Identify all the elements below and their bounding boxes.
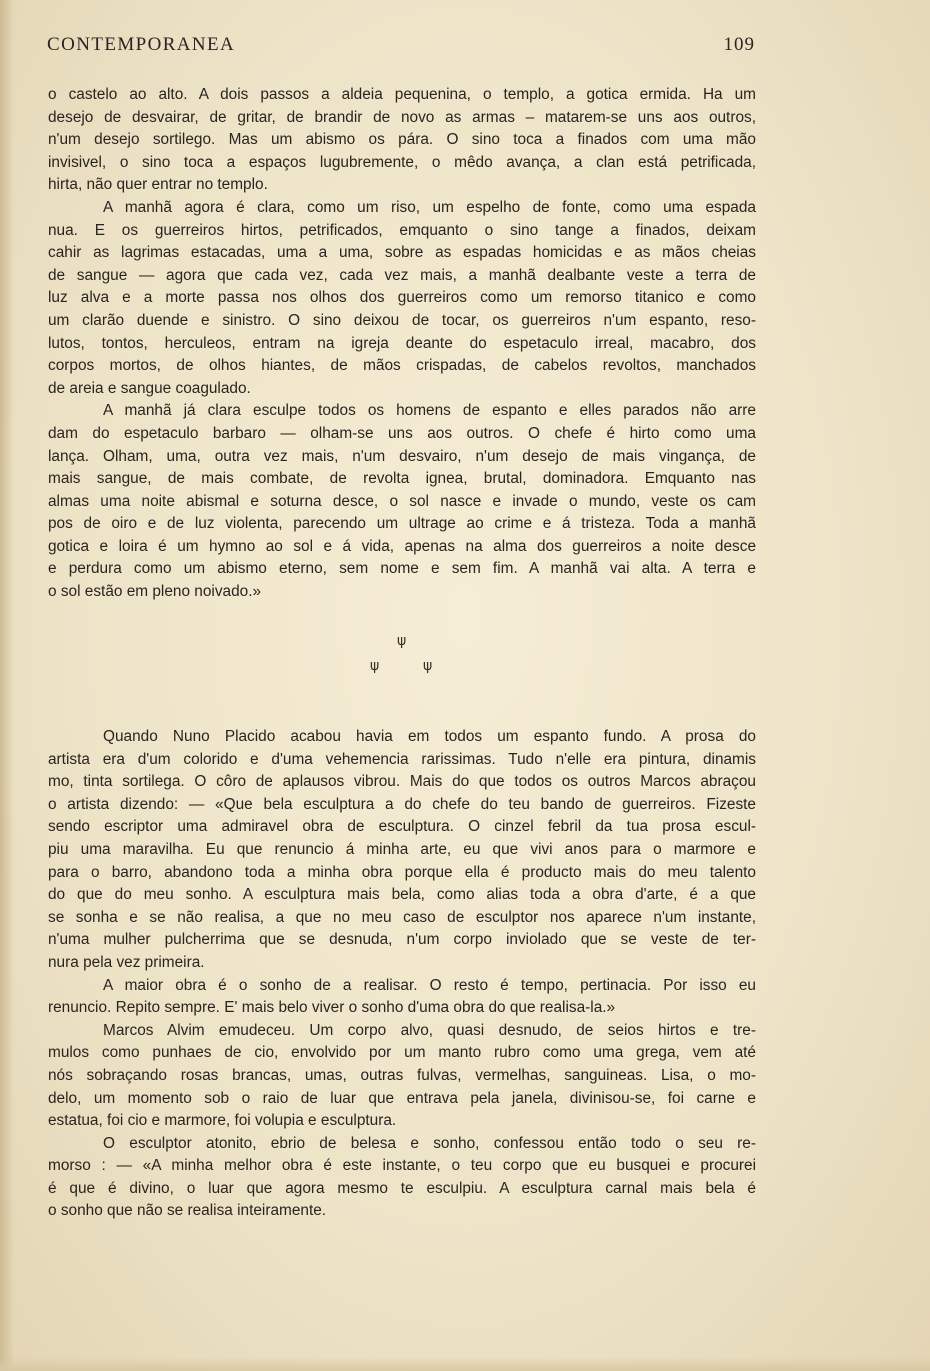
text-section-bottom — [48, 726, 756, 1223]
text-line: invisivel, o sino toca a espaços lugubremente, o mêdo avança, a clan está petrificada, — [48, 153, 756, 171]
text-line: renuncio. Repito sempre. E' mais belo viver o sonho d'uma obra do que realisa-la.» — [48, 999, 616, 1017]
text-line: gotica e loira é um hymno ao sol e á vida, apenas na alma dos guerreiros a noite desce — [48, 537, 756, 555]
page-bottom-edge-shadow — [0, 1357, 930, 1371]
text-line: nua. E os guerreiros hirtos, petrificados, emquanto o sino tange a finados, deixam — [48, 221, 756, 239]
text-line: morso : — «A minha melhor obra é este instante, o teu corpo que eu busquei e procurei — [48, 1157, 756, 1175]
ornament-left-mark: ψ — [370, 658, 380, 674]
text-line: desejo de desvairar, de gritar, de brandir de novo as armas – matarem-se uns aos outros, — [48, 108, 756, 126]
text-line: n'uma mulher pulcherrima que se desnuda, n'um corpo inviolado que se veste de ter- — [48, 931, 756, 949]
text-line: A manhã já clara esculpe todos os homens de espanto e elles parados não arre — [103, 402, 756, 420]
text-line: delo, um momento sob o raio de luar que entrava pela janela, divinisou-se, foi carne e — [48, 1089, 756, 1107]
text-line: O esculptor atonito, ebrio de belesa e sonho, confessou então todo o seu re- — [103, 1134, 756, 1152]
text-line: nura pela vez primeira. — [48, 953, 205, 971]
text-section-top — [48, 84, 756, 604]
text-line: corpos mortos, de olhos hiantes, de mãos crispadas, de cabelos revoltos, manchados — [48, 357, 756, 375]
text-line: pos de oiro e de luz violenta, parecendo um ultrage ao crime e á tristeza. Toda a manhã — [48, 515, 756, 533]
text-line: piu uma maravilha. Eu que renuncio á minha arte, eu que vivi anos para o marmore e — [48, 840, 756, 858]
text-line: é que é divino, o luar que agora mesmo te esculpiu. A esculptura carnal mais bela é — [48, 1179, 756, 1197]
text-line: mais sangue, de mais combate, de revolta ignea, brutal, dominadora. Emquanto nas — [48, 470, 756, 488]
text-line: o sol estão em pleno noivado.» — [48, 583, 262, 601]
text-line: Quando Nuno Placido acabou havia em todos um espanto fundo. A prosa do — [103, 728, 756, 745]
page-number: 109 — [723, 34, 755, 55]
text-line: A maior obra é o sonho de a realisar. O resto é tempo, pertinacia. Por isso eu — [103, 976, 756, 994]
text-line: mo, tinta sortilega. O côro de aplausos vibrou. Mais do que todos os outros Marcos abraçou — [48, 773, 756, 791]
text-line: de areia e sangue coagulado. — [48, 379, 251, 397]
text-line: o castelo ao alto. A dois passos a aldeia pequenina, o templo, a gotica ermida. Ha um — [48, 86, 756, 103]
text-line: lança. Olham, uma, outra vez mais, n'um desvairo, n'um desejo de mais vingança, de — [48, 447, 756, 465]
text-line: para o barro, abandono toda a minha obra porque ella é producto mais do meu talento — [48, 863, 756, 881]
text-line: um clarão duende e sinistro. O sino deixou de tocar, os guerreiros n'um espanto, reso- — [48, 311, 756, 329]
text-line: o sonho que não se realisa inteiramente. — [48, 1202, 327, 1220]
text-line: estatua, foi cio e marmore, foi volupia e esculptura. — [48, 1112, 397, 1130]
text-line: mulos como punhaes de cio, envolvido por um manto rubro como uma grega, vem até — [48, 1044, 756, 1062]
text-line: do que do meu sonho. A esculptura mais bela, como alias toda a obra d'arte, é a que — [48, 886, 756, 904]
ornament-right-mark: ψ — [423, 658, 433, 674]
text-line: se sonha e se não realisa, a que no meu caso de esculptor nos aparece n'um instante, — [48, 908, 756, 926]
text-line: A manhã agora é clara, como um riso, um espelho de fonte, como uma espada — [103, 198, 756, 216]
text-line: dam do espetaculo barbaro — olham-se uns aos outros. O chefe é hirto como uma — [48, 424, 756, 442]
text-line: almas uma noite abismal e soturna desce, o sol nasce e invade o mundo, veste os cam — [48, 492, 756, 510]
page-header — [47, 34, 755, 60]
text-line: nós sobraçando rosas brancas, umas, outras fulvas, vermelhas, sanguineas. Lisa, o mo- — [48, 1066, 756, 1084]
text-line: cahir as lagrimas estacadas, uma a uma, sobre as espadas homicidas e as mãos cheias — [48, 244, 756, 262]
text-line: o artista dizendo: — «Que bela esculptura a do chefe do teu bando de guerreiros. Fizeste — [48, 795, 756, 813]
text-line: lutos, tontos, herculeos, entram na igreja deante do espetaculo irreal, macabro, dos — [48, 334, 756, 352]
text-line: Marcos Alvim emudeceu. Um corpo alvo, quasi desnudo, de seios hirtos e tre- — [103, 1021, 756, 1039]
text-line: hirta, não quer entrar no templo. — [48, 176, 268, 194]
page-left-edge-shadow — [0, 0, 14, 1371]
ornament-top-mark: ψ — [397, 633, 407, 649]
text-line: de sangue — agora que cada vez, cada vez mais, a manhã dealbante veste a terra de — [48, 266, 756, 284]
text-line: sendo escriptor uma admiravel obra de esculptura. O cinzel febril da tua prosa escul- — [48, 818, 756, 836]
running-title: CONTEMPORANEA — [47, 34, 236, 55]
text-line: n'um desejo sortilego. Mas um abismo os pára. O sino toca a finados com uma mão — [48, 131, 756, 149]
text-line: e perdura como um abismo eterno, sem nome e sem fim. A manhã vai alta. A terra e — [48, 560, 756, 578]
text-line: luz alva e a morte passa nos olhos dos guerreiros como um remorso titanico e como — [48, 289, 756, 307]
text-line: artista era d'um colorido e d'uma vehemencia rarissimas. Tudo n'elle era pintura, dinamis — [48, 750, 756, 768]
